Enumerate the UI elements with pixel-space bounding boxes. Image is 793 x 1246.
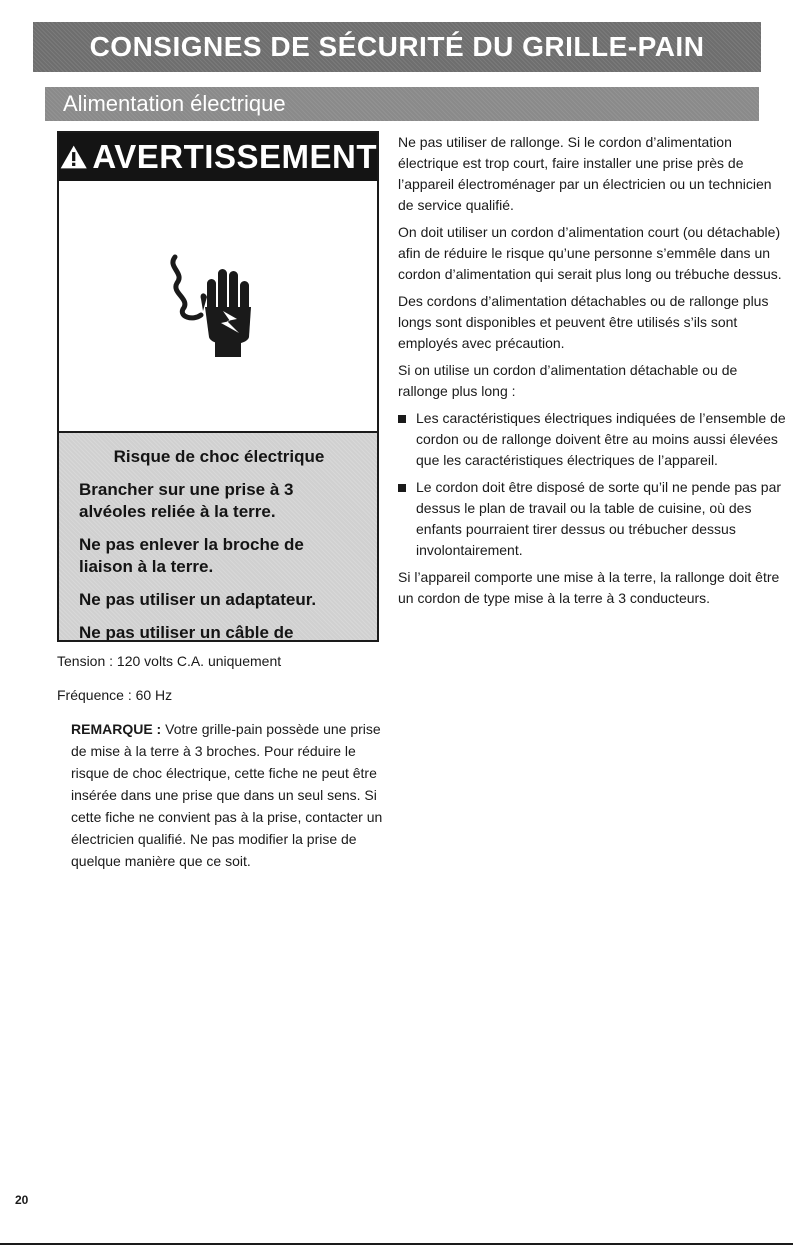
electrical-specs [57,650,387,884]
bottom-rule [0,1243,793,1245]
section-heading: Alimentation électrique [45,87,759,121]
paragraph: Si l’appareil comporte une mise à la terre, la rallonge doit être un cordon de type mise à la terre à 3 conducteurs. [398,569,780,606]
warning-triangle-icon [59,141,88,173]
bullet-square-icon [398,415,406,423]
note-text: Votre grille-pain possède une prise de mise à la terre à 3 broches. Pour réduire le risque de choc électrique, cette fiche ne peut être insérée dans une prise que dans un seul sens. Si cette fiche ne convient pas à la prise, contacter un électricien qualifié. Ne pas modifier la prise de quelque manière que ce soit. [71,721,383,869]
warning-label: AVERTISSEMENT [92,138,377,175]
page-number: 20 [15,1193,29,1207]
paragraph: Ne pas utiliser de rallonge. Si le cordon d’alimentation électrique est trop court, faire installer une prise près de l’appareil électroménager par un électricien ou un technicien de service qualifié. [398,134,772,213]
bullet-square-icon [398,484,406,492]
warning-header [59,133,377,181]
list-item [398,477,790,561]
warning-box [57,131,379,642]
paragraph: Si on utilise un cordon d’alimentation détachable ou de rallonge plus long : [398,362,738,399]
extension-cord-instructions [398,132,790,615]
list-item-text: Les caractéristiques électriques indiquées de l’ensemble de cordon ou de rallonge doivent être au moins aussi élevées que les caractéristiques électriques de l’appareil. [416,410,786,468]
warning-body [59,433,377,642]
grounding-note [57,718,387,872]
note-label: REMARQUE : [71,721,162,737]
frequency-spec: Fréquence : 60 Hz [57,687,173,703]
electric-shock-hand-icon [163,251,273,361]
risk-title: Risque de choc électrique [113,447,325,466]
list-item [398,408,790,471]
warning-line: Brancher sur une prise à 3 alvéoles reliée à la terre. [79,480,294,521]
warning-graphic [59,181,377,433]
list-item-text: Le cordon doit être disposé de sorte qu’il ne pende pas par dessus le plan de travail ou la table de cuisine, où des enfants pourraient tirer dessus ou trébucher dessus involontairement. [416,479,782,558]
paragraph: Des cordons d’alimentation détachables ou de rallonge plus longs sont disponibles et peuvent être utilisés s’ils sont employés avec précaution. [398,293,769,351]
voltage-spec: Tension : 120 volts C.A. uniquement [57,653,282,669]
warning-line: Ne pas utiliser un câble de [79,623,294,642]
warning-line: Ne pas enlever la broche de liaison à la terre. [79,535,304,576]
warning-line: Ne pas utiliser un adaptateur. [79,590,317,609]
page-title: CONSIGNES DE SÉCURITÉ DU GRILLE-PAIN [33,22,761,72]
paragraph: On doit utiliser un cordon d’alimentation court (ou détachable) afin de réduire le risque qu’une personne s’emmêle dans un cordon d’alimentation qui serait plus long ou trébuche dessus. [398,224,782,282]
